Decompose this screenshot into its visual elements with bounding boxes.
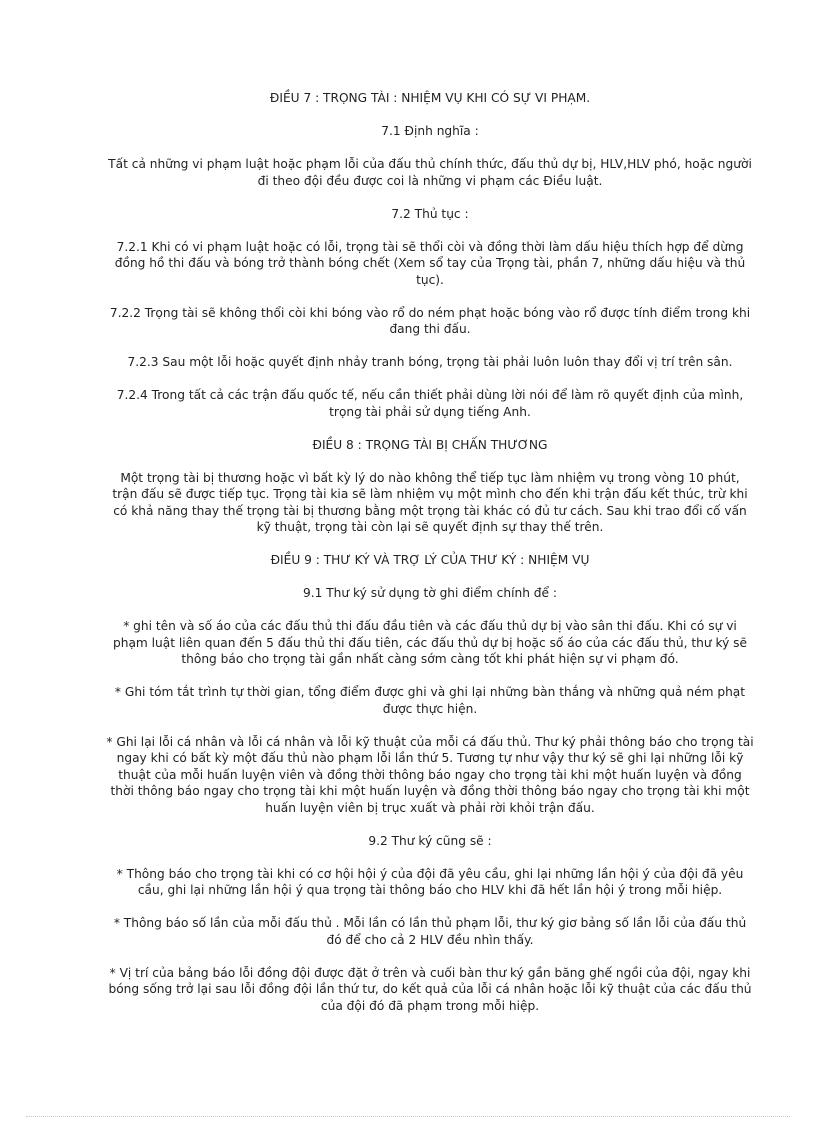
section-9-1-heading: 9.1 Thư ký sử dụng tờ ghi điểm chính để : [302, 586, 558, 600]
article-7-heading: ĐIỀU 7 : TRỌNG TÀI : NHIỆM VỤ KHI CÓ SỰ VI PHẠM. [269, 91, 591, 105]
clause-7-2-2: 7.2.2 Trọng tài sẽ không thổi còi khi bóng vào rổ do ném phạt hoặc bóng vào rổ được tính điểm trong khi đang thi đấu. [109, 305, 751, 336]
article-9-heading: ĐIỀU 9 : THƯ KÝ VÀ TRỢ LÝ CỦA THƯ KÝ : NHIỆM VỤ [270, 553, 590, 567]
bullet-9-2-c: * Vị trí của bảng báo lỗi đồng đội được đặt ở trên và cuối bàn thư ký gần băng ghế ngồi của đội, ngay khi bóng sống trở lại sau lỗi đồng đội lần thứ tư, do kết quả của lỗi cá nhân hoặc lỗi kỹ thuật của các đấu thủ của đội đó đã phạm trong mỗi hiệp. [108, 965, 752, 1013]
article-8-heading: ĐIỀU 8 : TRỌNG TÀI BỊ CHẤN THƯƠNG [312, 437, 548, 452]
section-7-1-heading: 7.1 Định nghĩa : [381, 124, 479, 138]
bullet-9-1-a: * ghi tên và số áo của các đấu thủ thi đấu đầu tiên và các đấu thủ dự bị vào sân thi đấu. Khi có sự vi phạm luật liên quan đến 5 đấu thủ thi đấu tiên, các đấu thủ dự bị hoặc số áo của các đấu thủ, thư ký sẽ thông báo cho trọng tài gần nhất càng sớm càng tốt khi phát hiện sự vi phạm đó. [113, 619, 747, 666]
clause-7-2-1: 7.2.1 Khi có vi phạm luật hoặc có lỗi, trọng tài sẽ thổi còi và đồng thời làm dấu hiệu thích hợp để dừng đồng hồ thi đấu và bóng trở thành bóng chết (Xem sổ tay của Trọng tài, phần 7, những dấu hiệu và thủ tục). [114, 239, 746, 287]
section-7-2-heading: 7.2 Thủ tục : [391, 206, 469, 221]
page-footer-divider [26, 1116, 790, 1117]
bullet-9-2-b: * Thông báo số lần của mỗi đấu thủ . Mỗi lần có lần thủ phạm lỗi, thư ký giơ bảng số lần lỗi của đấu thủ đó để cho cả 2 HLV đều nhìn thấy. [113, 916, 747, 947]
bullet-9-1-c: * Ghi lại lỗi cá nhân và lỗi cá nhân và lỗi kỹ thuật của mỗi cá đấu thủ. Thư ký phải thông báo cho trọng tài ngay khi có bất kỳ một đấu thủ nào phạm lỗi lần thứ 5. Tương tự như vậy thư ký sẽ ghi lại những lỗi kỹ thuật của mỗi huấn luyện viên và đồng thời thông báo ngay cho trọng tài khi một huấn luyện và đồng thời thông báo ngay cho trọng tài khi một huấn luyện và đồng thời thông báo ngay cho trọng tài khi một huấn luyện viên bị trục xuất và phải rời khỏi trận đấu. [106, 734, 754, 815]
clause-7-2-3: 7.2.3 Sau một lỗi hoặc quyết định nhảy tranh bóng, trọng tài phải luôn luôn thay đổi vị trí trên sân. [127, 355, 733, 369]
article-8-text: Một trọng tài bị thương hoặc vì bất kỳ lý do nào không thể tiếp tục làm nhiệm vụ trong vòng 10 phút, trận đấu sẽ được tiếp tục. Trọng tài kia sẽ làm nhiệm vụ một mình cho đến khi trận đấu kết thúc, trừ khi có khả năng thay thế trọng tài bị thương bằng một trọng tài khác có đủ tư cách. Sau khi trao đổi cố vấn kỹ thuật, trọng tài còn lại sẽ quyết định sự thay thế trên. [112, 470, 748, 534]
bullet-9-2-a: * Thông báo cho trọng tài khi có cơ hội hội ý của đội đã yêu cầu, ghi lại những lần hội ý của đội đã yêu cầu, ghi lại những lần hội ý qua trọng tài thông báo cho HLV khi đã hết lần hội ý trong mỗi hiệp. [116, 866, 744, 897]
section-9-2-heading: 9.2 Thư ký cũng sẽ : [368, 833, 492, 848]
section-7-1-text: Tất cả những vi phạm luật hoặc phạm lỗi của đấu thủ chính thức, đấu thủ dự bị, HLV,HLV phó, hoặc người đi theo đội đều được coi là những vi phạm các Điều luật. [108, 157, 752, 188]
bullet-9-1-b: * Ghi tóm tắt trình tự thời gian, tổng điểm được ghi và ghi lại những bàn thắng và những quả ném phạt được thực hiện. [114, 685, 746, 716]
document-body [106, 90, 754, 1031]
clause-7-2-4: 7.2.4 Trong tất cả các trận đấu quốc tế, nếu cần thiết phải dùng lời nói để làm rõ quyết định của mình, trọng tài phải sử dụng tiếng Anh. [116, 388, 744, 419]
